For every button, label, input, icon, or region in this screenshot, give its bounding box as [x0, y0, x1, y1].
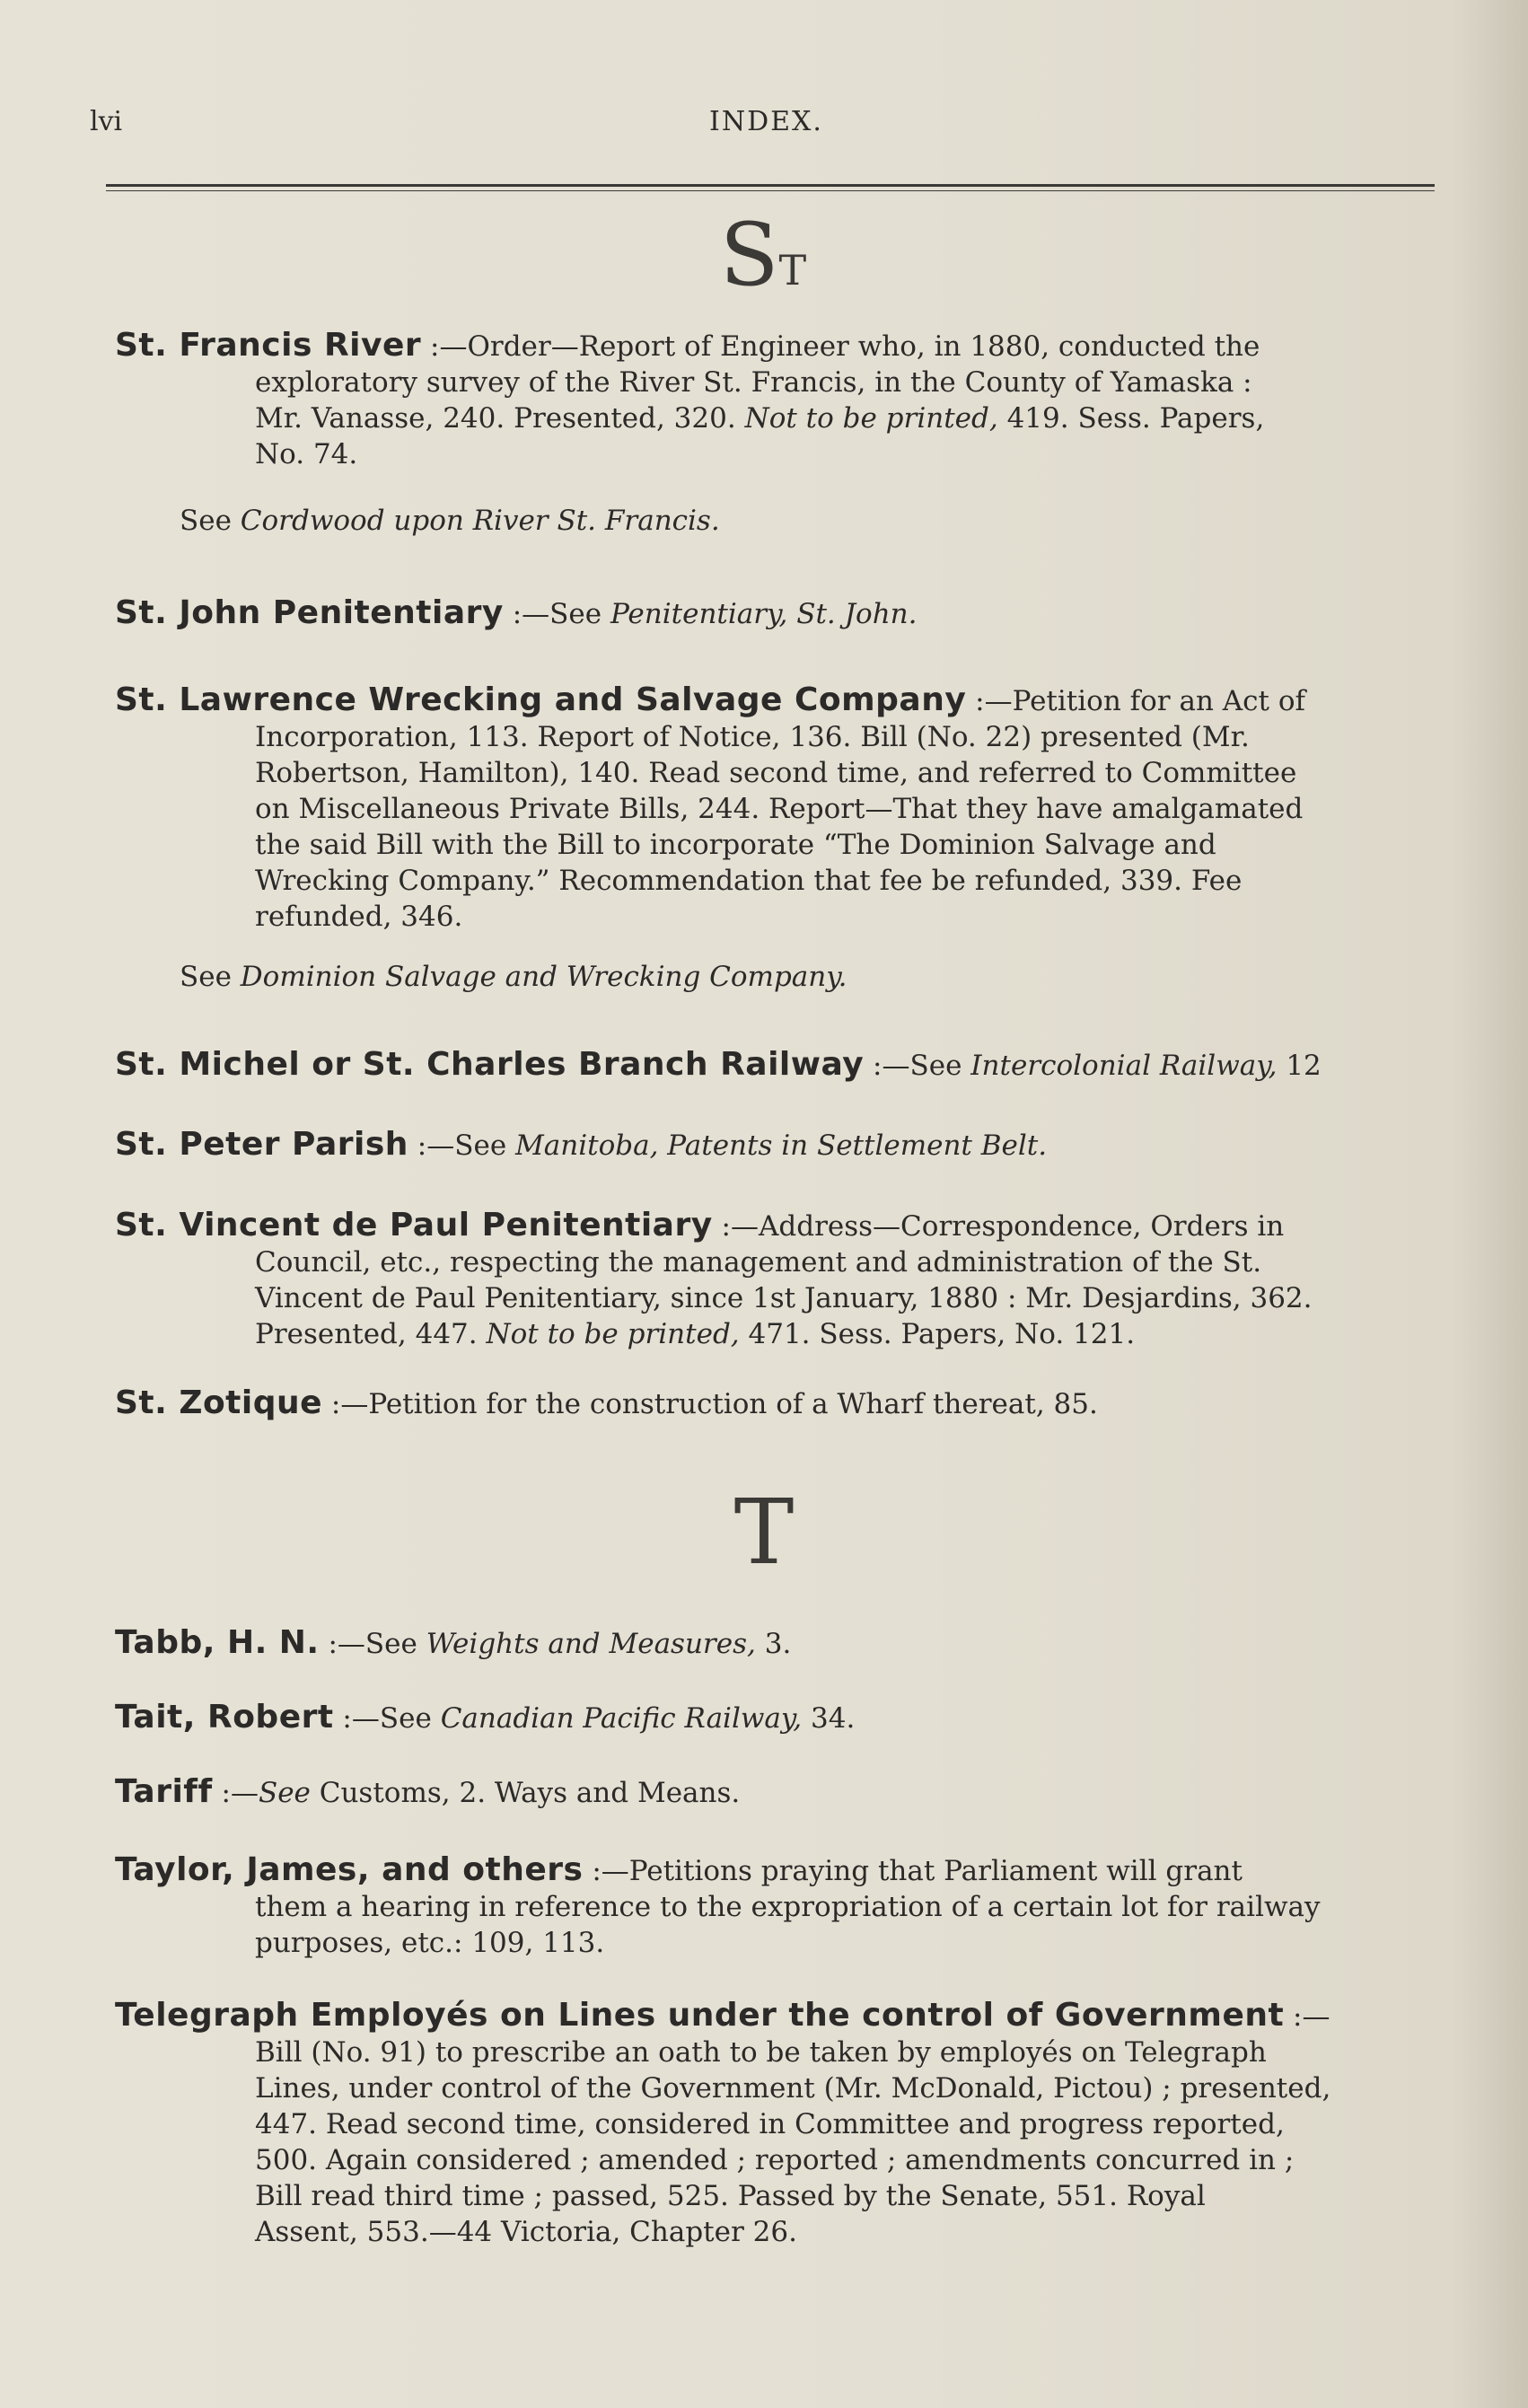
page-number: lvi [90, 106, 123, 137]
entry-st-michel-railway: St. Michel or St. Charles Branch Railway :—See Intercolonial Railway, 12 [115, 1046, 1322, 1083]
entry-taylor: Taylor, James, and others :—Petitions praying that Parliament will grant them a hearing in reference to the expropriation of a certain lot for railway purposes, etc.: 109, 113. [115, 1851, 1321, 1959]
section-heading-t: T [733, 1480, 795, 1585]
entry-tait: Tait, Robert :—See Canadian Pacific Railway, 34. [115, 1699, 856, 1736]
entry-heading: St. Peter Parish [115, 1126, 408, 1163]
entry-heading: Tariff [115, 1773, 213, 1810]
entry-heading: Telegraph Employés on Lines under the control of Government [115, 1997, 1285, 2034]
entry-heading: Taylor, James, and others [115, 1851, 584, 1888]
entry-heading: St. Michel or St. Charles Branch Railway [115, 1046, 865, 1083]
entry-st-john-penitentiary: St. John Penitentiary :—See Penitentiary, St. John. [115, 594, 918, 631]
see-reference: See Cordwood upon River St. Francis. [180, 505, 720, 537]
see-reference: See Dominion Salvage and Wrecking Company. [180, 961, 847, 993]
entry-heading: St. Vincent de Paul Penitentiary [115, 1207, 713, 1244]
entry-heading: St. Zotique [115, 1384, 323, 1421]
entry-st-lawrence-wrecking: St. Lawrence Wrecking and Salvage Company :—Petition for an Act of Incorporation, 113. Report of Notice, 136. Bill (No. 22) presented (Mr. Robertson, Hamilton), 140. Read second time, and referred to Committee on Miscellaneous Private Bills, 244. Report—That they have amalgamated the said Bill with the Bill to incorporate “The Dominion Salvage and Wrecking Company.” Recommendation that fee be refunded, 339. Fee refunded, 346. [115, 681, 1305, 933]
entry-tabb: Tabb, H. N. :—See Weights and Measures, 3. [115, 1624, 792, 1661]
page-header [90, 106, 1436, 142]
entry-telegraph-employes: Telegraph Employés on Lines under the control of Government :— Bill (No. 91) to prescribe an oath to be taken by employés on Telegraph Lines, under control of the Government (Mr. McDonald, Pictou) ; presented, 447. Read second time, considered in Committee and progress reported, 500. Again considered ; amended ; reported ; amendments concurred in ; Bill read third time ; passed, 525. Passed by the Senate, 551. Royal Assent, 553.—44 Victoria, Chapter 26. [115, 1997, 1331, 2248]
running-title: INDEX. [709, 106, 823, 137]
header-rule-thick [106, 184, 1435, 187]
header-rule-thin [106, 190, 1435, 191]
entry-heading: Tait, Robert [115, 1699, 334, 1736]
entry-heading: St. John Penitentiary [115, 594, 504, 631]
entry-st-peter-parish: St. Peter Parish :—See Manitoba, Patents in Settlement Belt. [115, 1126, 1048, 1163]
section-heading-st: ST [719, 205, 809, 305]
entry-st-vincent-de-paul: St. Vincent de Paul Penitentiary :—Address—Correspondence, Orders in Council, etc., respecting the management and administration of the St. Vincent de Paul Penitentiary, since 1st January, 1880 : Mr. Desjardins, 362. Presented, 447. Not to be printed, 471. Sess. Papers, No. 121. [115, 1207, 1313, 1350]
entry-heading: Tabb, H. N. [115, 1624, 320, 1661]
entry-tariff: Tariff :—See Customs, 2. Ways and Means. [115, 1773, 741, 1810]
entry-st-zotique: St. Zotique :—Petition for the construction of a Wharf thereat, 85. [115, 1384, 1098, 1421]
entry-heading: St. Francis River [115, 327, 422, 364]
entry-heading: St. Lawrence Wrecking and Salvage Company [115, 681, 967, 718]
entry-st-francis-river: St. Francis River :—Order—Report of Engineer who, in 1880, conducted the exploratory survey of the River St. Francis, in the County of Yamaska : Mr. Vanasse, 240. Presented, 320. Not to be printed, 419. Sess. Papers, No. 74. [115, 327, 1265, 470]
